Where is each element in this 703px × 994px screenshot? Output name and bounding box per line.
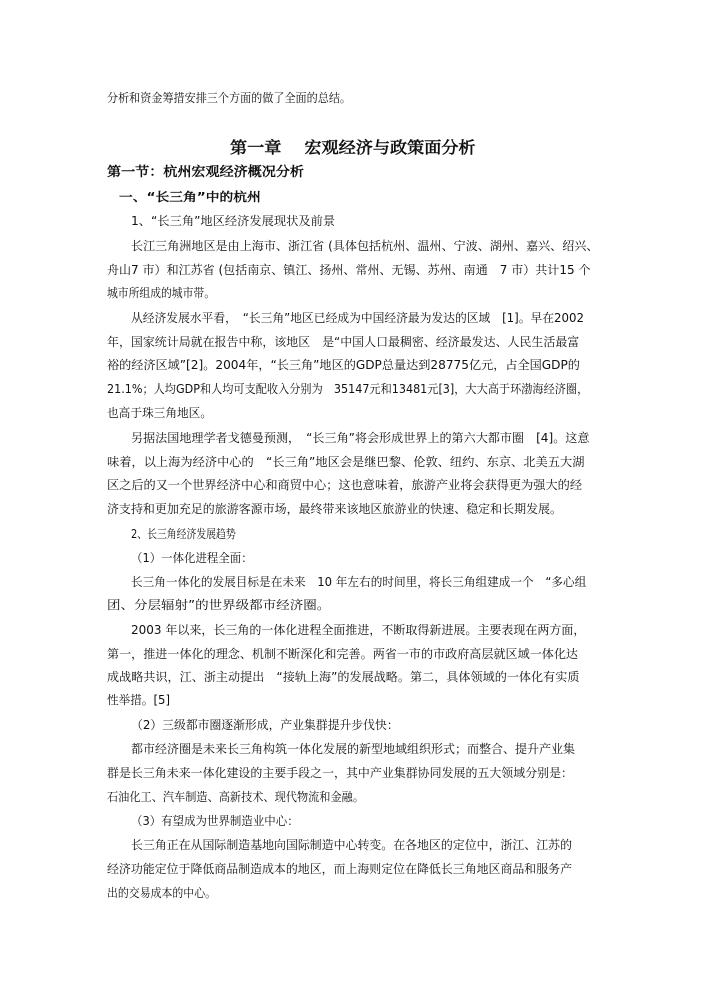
- p6-line: 都市经济圈是未来长三角构筑一体化发展的新型地域组织形式；而整合、提升产业集: [131, 742, 576, 756]
- p3-line: 另据法国地理学者戈德曼预测， “长三角”将会形成世界上的第六大都市圈 [4]。这意: [131, 431, 590, 445]
- item3-title: （3）有望成为世界制造业中心：: [131, 814, 299, 828]
- intro-tail-text: 分析和资金筹措安排三个方面的做了全面的总结。: [107, 91, 352, 105]
- p2-line: 裕的经济区域”[2]。2004年，“长三角”地区的GDP总量达到28775亿元，占全国GDP的: [107, 358, 580, 372]
- p1-line: 长江三角洲地区是由上海市、浙江省 (具体包括杭州、温州、宁波、湖州、嘉兴、绍兴、: [131, 239, 599, 253]
- chapter-title: 第一章 宏观经济与政策面分析: [230, 138, 476, 157]
- section-title: 第一节：杭州宏观经济概况分析: [107, 165, 305, 180]
- p2-line: 年，国家统计局就在报告中称，该地区 是“中国人口最稠密、经济最发达、人民生活最富: [107, 335, 580, 349]
- p3-line: 区之后的又一个世界经济中心和商贸中心；这也意味着，旅游产业将会获得更为强大的经: [107, 478, 583, 492]
- p7-line: 出的交易成本的中心。: [107, 886, 217, 900]
- p2-line: 也高于珠三角地区。: [107, 406, 213, 420]
- heading-2: 2、长三角经济发展趋势: [131, 527, 236, 541]
- p3-line: 味着，以上海为经济中心的 “长三角”地区会是继巴黎、伦敦、纽约、东京、北美五大湖: [107, 455, 585, 469]
- p5-line: 成战略共识，江、浙主动提出 “接轨上海”的发展战略。第二，具体领域的一体化有实质: [107, 670, 580, 684]
- p3-line: 济支持和更加充足的旅游客源市场，最终带来该地区旅游业的快速、稳定和长期发展。: [107, 502, 563, 516]
- p4-line: 团、分层辐射”的世界级都市经济圈。: [107, 598, 331, 612]
- p6-line: 群是长三角未来一体化建设的主要手段之一，其中产业集群协同发展的五大领域分别是：: [107, 766, 574, 780]
- item1-title: （1）一体化进程全面：: [131, 551, 253, 565]
- p5-line: 第一，推进一体化的理念、机制不断深化和完善。两省一市的市政府高层就区域一体化达: [107, 647, 579, 661]
- p6-line: 石油化工、汽车制造、高新技术、现代物流和金融。: [107, 790, 365, 804]
- p2-line: 21.1%；人均GDP和人均可支配收入分别为 35147元和13481元[3]，大大高于环渤海经济圈，: [107, 382, 589, 396]
- subsection-title: 一、“长三角”中的杭州: [119, 190, 261, 204]
- p7-line: 经济功能定位于降低商品制造成本的地区，而上海则定位在降低长三角地区商品和服务产: [107, 862, 573, 876]
- p1-line: 舟山7 市）和江苏省 (包括南京、镇江、扬州、常州、无锡、苏州、南通 7 市）共计15 个: [107, 263, 591, 277]
- p2-line: 从经济发展水平看， “长三角”地区已经成为中国经济最为发达的区域 [1]。早在2002: [131, 311, 584, 325]
- p5-line: 2003 年以来，长三角的一体化进程全面推进，不断取得新进展。主要表现在两方面，: [131, 623, 586, 637]
- item2-title: （2）三级都市圈逐渐形成，产业集群提升步伐快：: [131, 718, 399, 732]
- p5-line: 性举措。[5]: [107, 693, 170, 707]
- p7-line: 长三角正在从国际制造基地向国际制造中心转变。在各地区的定位中，浙江、江苏的: [131, 838, 573, 852]
- heading-1: 1、“长三角”地区经济发展现状及前景: [131, 214, 336, 228]
- p1-line: 城市所组成的城市带。: [107, 286, 216, 300]
- p4-line: 长三角一体化的发展目标是在未来 10 年左右的时间里，将长三角组建成一个 “多心组: [131, 575, 587, 589]
